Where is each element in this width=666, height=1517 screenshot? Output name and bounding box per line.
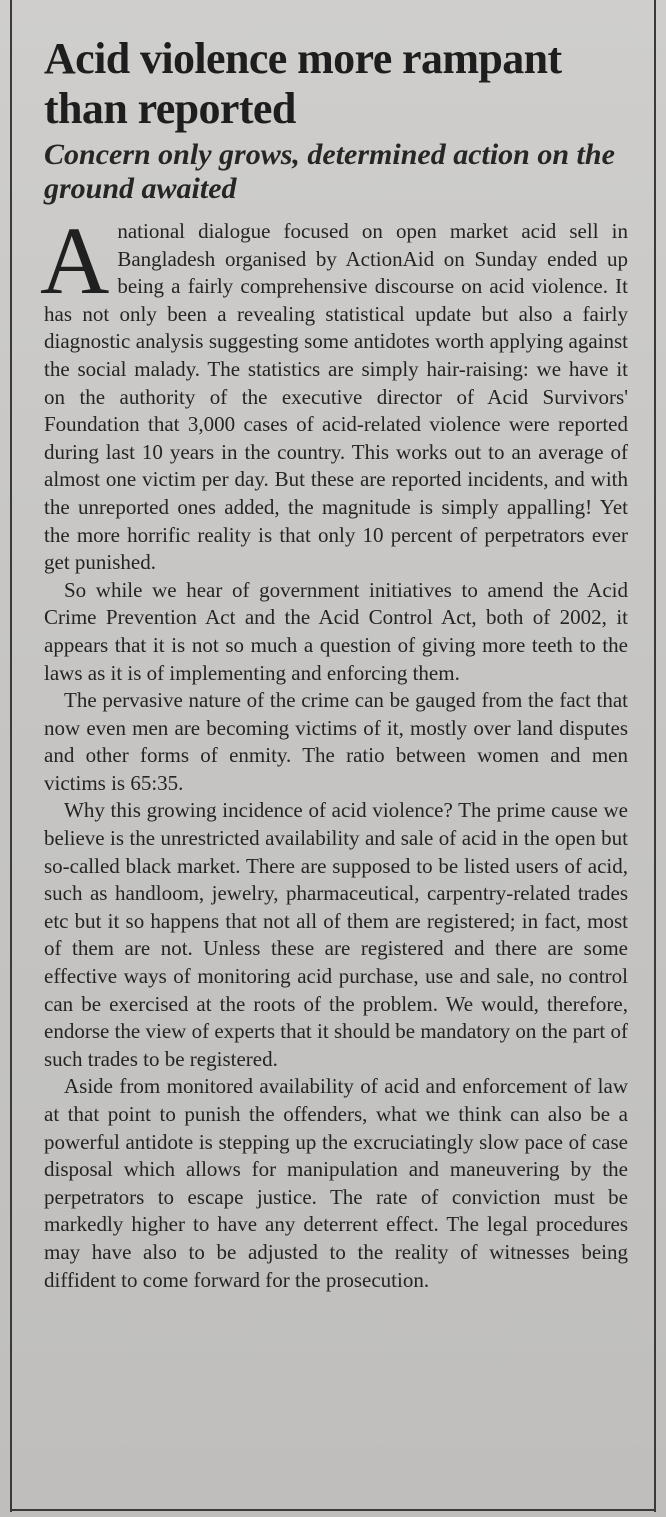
paragraph-4: Why this growing incidence of acid violence? The prime cause we believe is the unrestricted availability and sale of acid in the open but so-called black market. There are supposed to be listed users of acid, such as handloom, jewelry, pharmaceutical, carpentry-related trades etc but it so happens that not all of them are registered; in fact, most of them are not. Unless these are registered and there are some effective ways of monitoring acid purchase, use and sale, no control can be exercised at the roots of the problem. We would, therefore, endorse the view of experts that it should be mandatory on the part of such trades to be registered. <box>44 798 628 1071</box>
headline: Acid violence more rampant than reported <box>44 34 562 133</box>
paragraph-1-text: national dialogue focused on open market acid sell in Bangladesh organised by ActionAid on Sunday ended up being a fairly comprehensive discourse on acid violence. It has not only been a revealing statistical update but also a fairly diagnostic analysis suggesting some antidotes worth applying against the social malady. The statistics are simply hair-raising: we have it on the authority of the executive director of Acid Survivors' Foundation that 3,000 cases of acid-related violence were reported during last 10 years in the country. This works out to an average of almost one victim per day. But these are reported incidents, and with the unreported ones added, the magnitude is simply appalling! Yet the more horrific reality is that only 10 percent of perpetrators ever get punished. <box>44 219 628 575</box>
frame-right-rule <box>654 0 656 1512</box>
paragraph-3: The pervasive nature of the crime can be gauged from the fact that now even men are becoming victims of it, mostly over land disputes and other forms of enmity. The ratio between women and men victims is 65:35. <box>44 688 628 795</box>
editorial-article <box>40 34 628 1294</box>
paragraph-5: Aside from monitored availability of acid and enforcement of law at that point to punish the offenders, what we think can also be a powerful antidote is stepping up the excruciatingly slow pace of case disposal which allows for manipulation and maneuvering by the perpetrators to escape justice. The rate of conviction must be markedly higher to have any deterrent effect. The legal procedures may have also to be adjusted to the reality of witnesses being diffident to come forward for the prosecution. <box>44 1074 628 1292</box>
frame-bottom-rule <box>10 1509 656 1511</box>
frame-left-rule <box>10 0 12 1512</box>
paragraph-2: So while we hear of government initiatives to amend the Acid Crime Prevention Act and the Acid Control Act, both of 2002, it appears that it is not so much a question of giving more teeth to the laws as it is of implementing and enforcing them. <box>44 577 628 685</box>
subheadline: Concern only grows, determined action on the ground awaited <box>44 138 615 205</box>
drop-cap: A <box>40 207 110 314</box>
article-body <box>40 207 628 1294</box>
paragraph-1 <box>40 207 628 577</box>
